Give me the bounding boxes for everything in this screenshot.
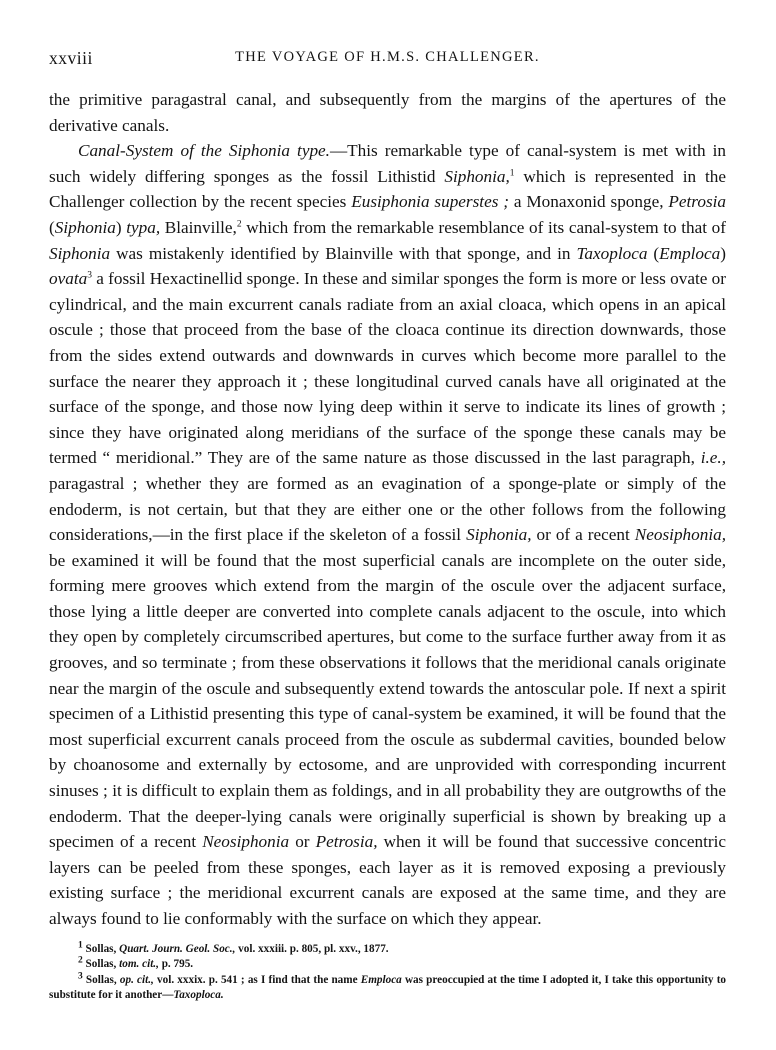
footnotes [49, 939, 727, 1004]
page-number: xxviii [49, 48, 93, 68]
paragraph-siphonia-type: Canal-System of the Siphonia type.—This remarkable type of canal-system is met with in such widely differing sponges as the fossil Lithistid Siphonia,$^1$ which is represented in the Challenger collection by the recent species Eusiphonia superstes ; a Monaxonid sponge, Petrosia (Siphonia) typa, Blainville,$^2$ which from the remarkable resemblance of its canal-system to that of Siphonia was mistakenly identified by Blainville with that sponge, and in Taxoploca (Emploca) ovata$^3$ a fossil Hexactinellid sponge. In these and similar sponges the form is more or less ovate or cylindrical, and the main excurrent canals radiate from an axial cloaca, which opens in an apical oscule ; those that proceed from the base of the cloaca continue its direction downwards, those from the sides extend outwards and downwards in curves which become more parallel to the surface the nearer they approach it ; these longitudinal curved canals have all originated at the surface of the sponge, and those now lying deep within it serve to indicate its lines of growth ; since they have originated along meridians of the surface of the sponge these canals may be termed “ meridional.” They are of the same nature as those discussed in the last paragraph, i.e., paragastral ; whether they are formed as an evagination of a sponge-plate or simply of the endoderm, is not certain, but that they are either one or the other follows from the following considerations,—in the first place if the skeleton of a fossil Siphonia, or of a recent Neosiphonia, be examined it will be found that the most superficial canals are incomplete on the outer side, forming mere grooves which extend from the margin of the oscule over the adjacent surface, those lying a little deeper are converted into complete canals adjacent to the oscule, into which they open by completely circumscribed apertures, but come to the surface further away from it as grooves, and so terminate ; from these observations it follows that the meridional canals originate near the margin of the oscule and subsequently extend towards the antoscular pole. If next a spirit specimen of a Lithistid presenting this type of canal-system be examined, it will be found that the most superficial excurrent canals proceed from the oscule as subdermal cavities, bounded below by choanosome and externally by ectosome, and are unprovided with corresponding incurrent sinuses ; it is difficult to explain them as foldings, and in all probability they are outgrowths of the endoderm. That the deeper-lying canals were originally superficial is shown by breaking up a specimen of a recent Neosiphonia or Petrosia, when it will be found that successive concentric layers can be peeled from these sponges, each layer as it is removed exposing a previously existing surface ; the meridional excurrent canals are exposed at the same time, and they are always found to lie conformably with the surface on which they appear. [49, 141, 727, 928]
footnote-ref[interactable]: 2 [236, 219, 242, 230]
footnote-marker: 3 [78, 970, 83, 981]
footnote-2: $^2$ Sollas, tom. cit., p. 795. [78, 955, 194, 971]
footnote-ref[interactable]: 3 [87, 270, 92, 281]
page [49, 40, 726, 1004]
footnote-ref[interactable]: 1 [509, 168, 515, 179]
footnote-marker: 2 [78, 955, 83, 966]
paragraph-continuation: the primitive paragastral canal, and subsequently from the margins of the apertures of the derivative canals. [49, 90, 726, 135]
footnote-1: $^1$ Sollas, Quart. Journ. Geol. Soc., vol. xxxiii. p. 805, pl. xxv., 1877. [78, 939, 389, 955]
footnote-marker: 1 [78, 939, 83, 950]
footnote-3: $^3$ Sollas, op. cit., vol. xxxix. p. 541 ; as I find that the name Emploca was preoccupied at the time I adopted it, I take this opportunity to substitute for it another—Taxoploca. [49, 970, 727, 1002]
section-heading: Canal-System of the Siphonia type. [78, 141, 330, 161]
running-title: THE VOYAGE OF H.M.S. CHALLENGER. [235, 49, 540, 65]
body-text [49, 87, 726, 932]
page-header [49, 40, 726, 68]
